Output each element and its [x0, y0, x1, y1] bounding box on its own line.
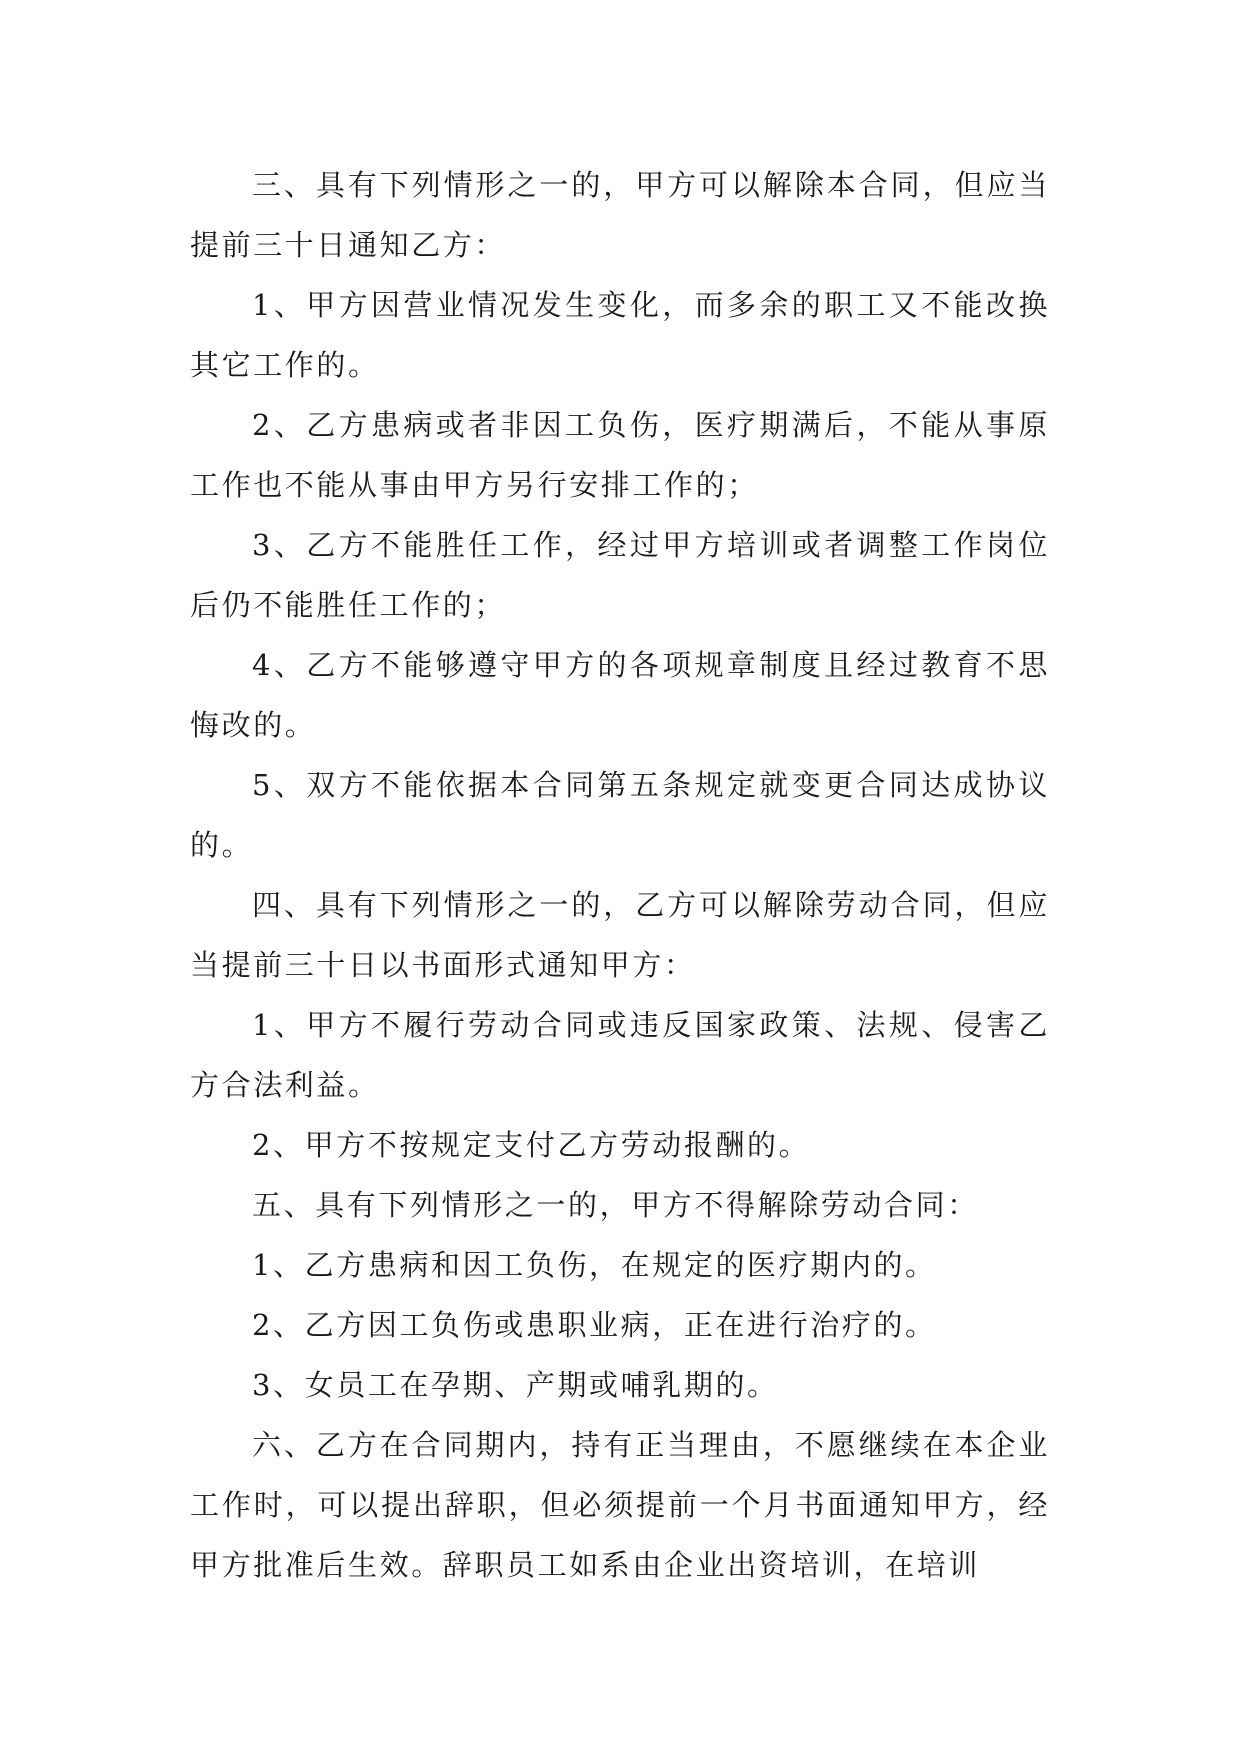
- clause-5-item-3: 3、女员工在孕期、产期或哺乳期的。: [252, 1368, 779, 1402]
- clause-4-item-1: 1、甲方不履行劳动合同或违反国家政策、法规、侵害乙方合法利益。: [190, 1008, 1050, 1102]
- clause-3-item-1: 1、甲方因营业情况发生变化，而多余的职工又不能改换其它工作的。: [190, 288, 1050, 382]
- clause-5-item-2: 2、乙方因工负伤或患职业病，正在进行治疗的。: [252, 1308, 937, 1342]
- document-body: [190, 155, 1050, 1595]
- clause-3-item-4: 4、乙方不能够遵守甲方的各项规章制度且经过教育不思悔改的。: [190, 648, 1050, 742]
- clause-6-paragraph: 六、乙方在合同期内，持有正当理由，不愿继续在本企业工作时，可以提出辞职，但必须提前一个月书面通知甲方，经甲方批准后生效。辞职员工如系由企业出资培训，在培训: [190, 1428, 1050, 1582]
- clause-3-item-5: 5、双方不能依据本合同第五条规定就变更合同达成协议的。: [190, 768, 1050, 862]
- clause-3-item-3: 3、乙方不能胜任工作，经过甲方培训或者调整工作岗位后仍不能胜任工作的；: [190, 528, 1050, 622]
- clause-5-heading: 五、具有下列情形之一的，甲方不得解除劳动合同：: [252, 1188, 979, 1222]
- clause-3-item-2: 2、乙方患病或者非因工负伤，医疗期满后，不能从事原工作也不能从事由甲方另行安排工作的；: [190, 408, 1050, 502]
- clause-4-heading: 四、具有下列情形之一的，乙方可以解除劳动合同，但应当提前三十日以书面形式通知甲方：: [190, 888, 1050, 982]
- clause-5-item-1: 1、乙方患病和因工负伤，在规定的医疗期内的。: [252, 1248, 937, 1282]
- clause-4-item-2: 2、甲方不按规定支付乙方劳动报酬的。: [252, 1128, 811, 1162]
- clause-3-heading: 三、具有下列情形之一的，甲方可以解除本合同，但应当提前三十日通知乙方：: [190, 168, 1050, 262]
